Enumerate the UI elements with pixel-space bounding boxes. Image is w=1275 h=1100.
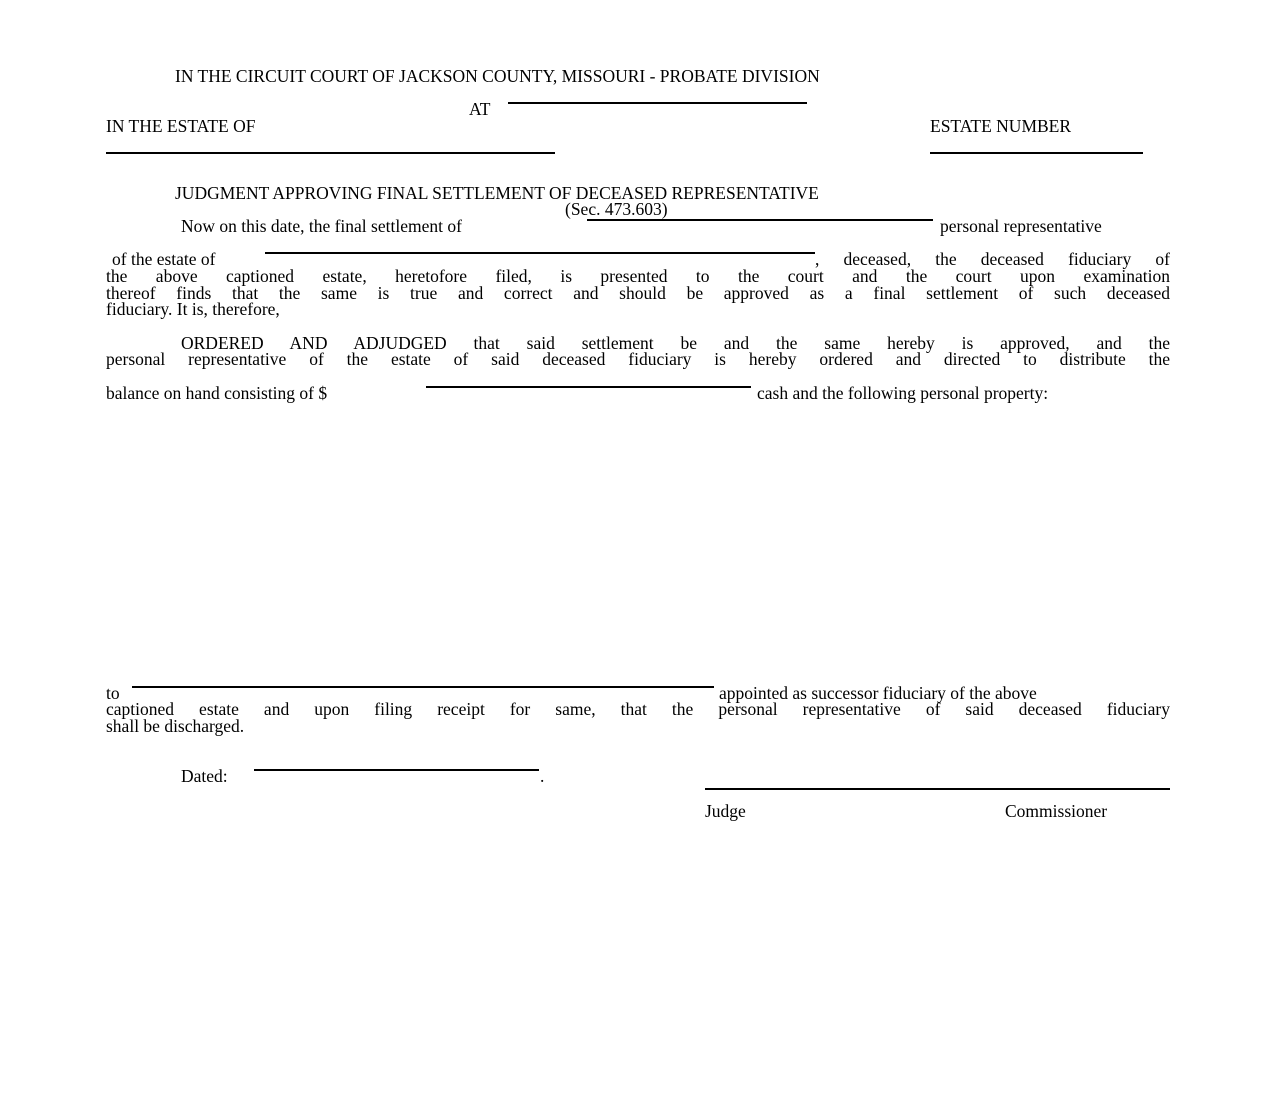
estate-of-label: IN THE ESTATE OF [106, 116, 256, 136]
p5-line-2: captioned estate and upon filing receipt for same, that the personal representative of said deceased fiduciary [106, 699, 1170, 719]
personal-property-area[interactable] [106, 410, 1170, 680]
court-title: IN THE CIRCUIT COURT OF JACKSON COUNTY, MISSOURI - PROBATE DIVISION [175, 66, 820, 86]
dated-field[interactable] [254, 769, 539, 771]
p5-suffix: appointed as successor fiduciary of the above [719, 683, 1037, 703]
p2-line-3: thereof finds that the same is true and correct and should be approved as a final settlement of such deceased [106, 283, 1170, 303]
commissioner-label: Commissioner [1005, 801, 1108, 821]
document-title: JUDGMENT APPROVING FINAL SETTLEMENT OF DECEASED REPRESENTATIVE [175, 183, 819, 203]
estate-number-label: ESTATE NUMBER [930, 116, 1072, 136]
p3-line-2: personal representative of the estate of said deceased fiduciary is hereby ordered and directed to distribute the [106, 349, 1170, 369]
p5-prefix: to [106, 683, 120, 703]
p2-line-2: the above captioned estate, heretofore filed, is presented to the court and the court upon examination [106, 266, 1170, 286]
at-field[interactable] [508, 102, 807, 104]
p1-suffix: personal representative [940, 216, 1102, 236]
statute-reference: (Sec. 473.603) [565, 199, 668, 219]
successor-field[interactable] [132, 686, 714, 688]
p2-line-4: fiduciary. It is, therefore, [106, 299, 280, 319]
p2-suffix: , deceased, the deceased fiduciary of [815, 249, 1170, 269]
p1-prefix: Now on this date, the final settlement of [181, 216, 462, 236]
p4-prefix: balance on hand consisting of $ [106, 383, 328, 403]
at-label: AT [469, 99, 491, 119]
estate-number-field[interactable] [930, 152, 1143, 154]
p3-line-1: ORDERED AND ADJUDGED that said settlement be and the same hereby is approved, and the [181, 333, 1170, 353]
p2-prefix: of the estate of [112, 249, 216, 269]
p4-suffix: cash and the following personal property: [757, 383, 1049, 403]
cash-amount-field[interactable] [426, 386, 751, 388]
estate-of-field[interactable] [106, 152, 555, 154]
p5-line-3: shall be discharged. [106, 716, 245, 736]
signature-line[interactable] [705, 788, 1170, 790]
decedent-field[interactable] [265, 252, 815, 254]
rep-name-field[interactable] [587, 219, 933, 221]
dated-label: Dated: [181, 766, 228, 786]
dated-period: . [540, 766, 545, 786]
judge-label: Judge [705, 801, 746, 821]
